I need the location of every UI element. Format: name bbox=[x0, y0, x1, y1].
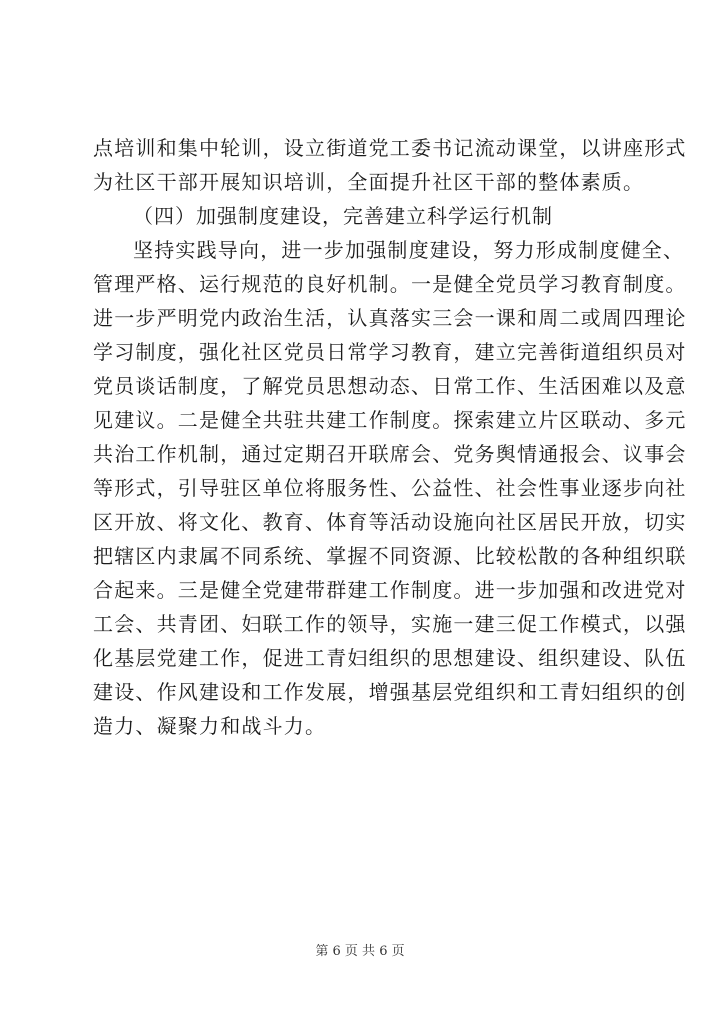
page-footer bbox=[0, 940, 720, 959]
paragraph-line: 建设、作风建设和工作发展，增强基层党组织和工青妇组织的创 bbox=[93, 680, 687, 704]
page-number: 第 6 页 共 6 页 bbox=[315, 944, 405, 959]
document-body bbox=[93, 131, 687, 743]
paragraph-line: 共治工作机制，通过定期召开联席会、党务舆情通报会、议事会 bbox=[93, 442, 687, 466]
paragraph-line: 合起来。三是健全党建带群建工作制度。进一步加强和改进党对 bbox=[93, 578, 687, 602]
paragraph-line: 党员谈话制度，了解党员思想动态、日常工作、生活困难以及意 bbox=[93, 374, 687, 398]
paragraph-line: 学习制度，强化社区党员日常学习教育，建立完善街道组织员对 bbox=[93, 340, 687, 364]
paragraph-line: 等形式，引导驻区单位将服务性、公益性、社会性事业逐步向社 bbox=[93, 476, 687, 500]
paragraph-line: 区开放、将文化、教育、体育等活动设施向社区居民开放，切实 bbox=[93, 510, 687, 534]
paragraph-line: 进一步严明党内政治生活，认真落实三会一课和周二或周四理论 bbox=[93, 306, 687, 330]
text-line: 点培训和集中轮训，设立街道党工委书记流动课堂，以讲座形式 bbox=[93, 136, 687, 160]
paragraph-line: 管理严格、运行规范的良好机制。一是健全党员学习教育制度。 bbox=[93, 272, 687, 296]
paragraph-line: 化基层党建工作，促进工青妇组织的思想建设、组织建设、队伍 bbox=[93, 646, 687, 670]
paragraph-line: 造力、凝聚力和战斗力。 bbox=[93, 714, 327, 738]
paragraph-line: 见建议。二是健全共驻共建工作制度。探索建立片区联动、多元 bbox=[93, 408, 687, 432]
paragraph-line: 把辖区内隶属不同系统、掌握不同资源、比较松散的各种组织联 bbox=[93, 544, 687, 568]
paragraph-line: 工会、共青团、妇联工作的领导，实施一建三促工作模式，以强 bbox=[93, 612, 687, 636]
paragraph-line: 坚持实践导向，进一步加强制度建设，努力形成制度健全、 bbox=[133, 238, 685, 262]
section-heading: （四）加强制度建设，完善建立科学运行机制 bbox=[133, 204, 553, 228]
text-line: 为社区干部开展知识培训，全面提升社区干部的整体素质。 bbox=[93, 170, 645, 194]
